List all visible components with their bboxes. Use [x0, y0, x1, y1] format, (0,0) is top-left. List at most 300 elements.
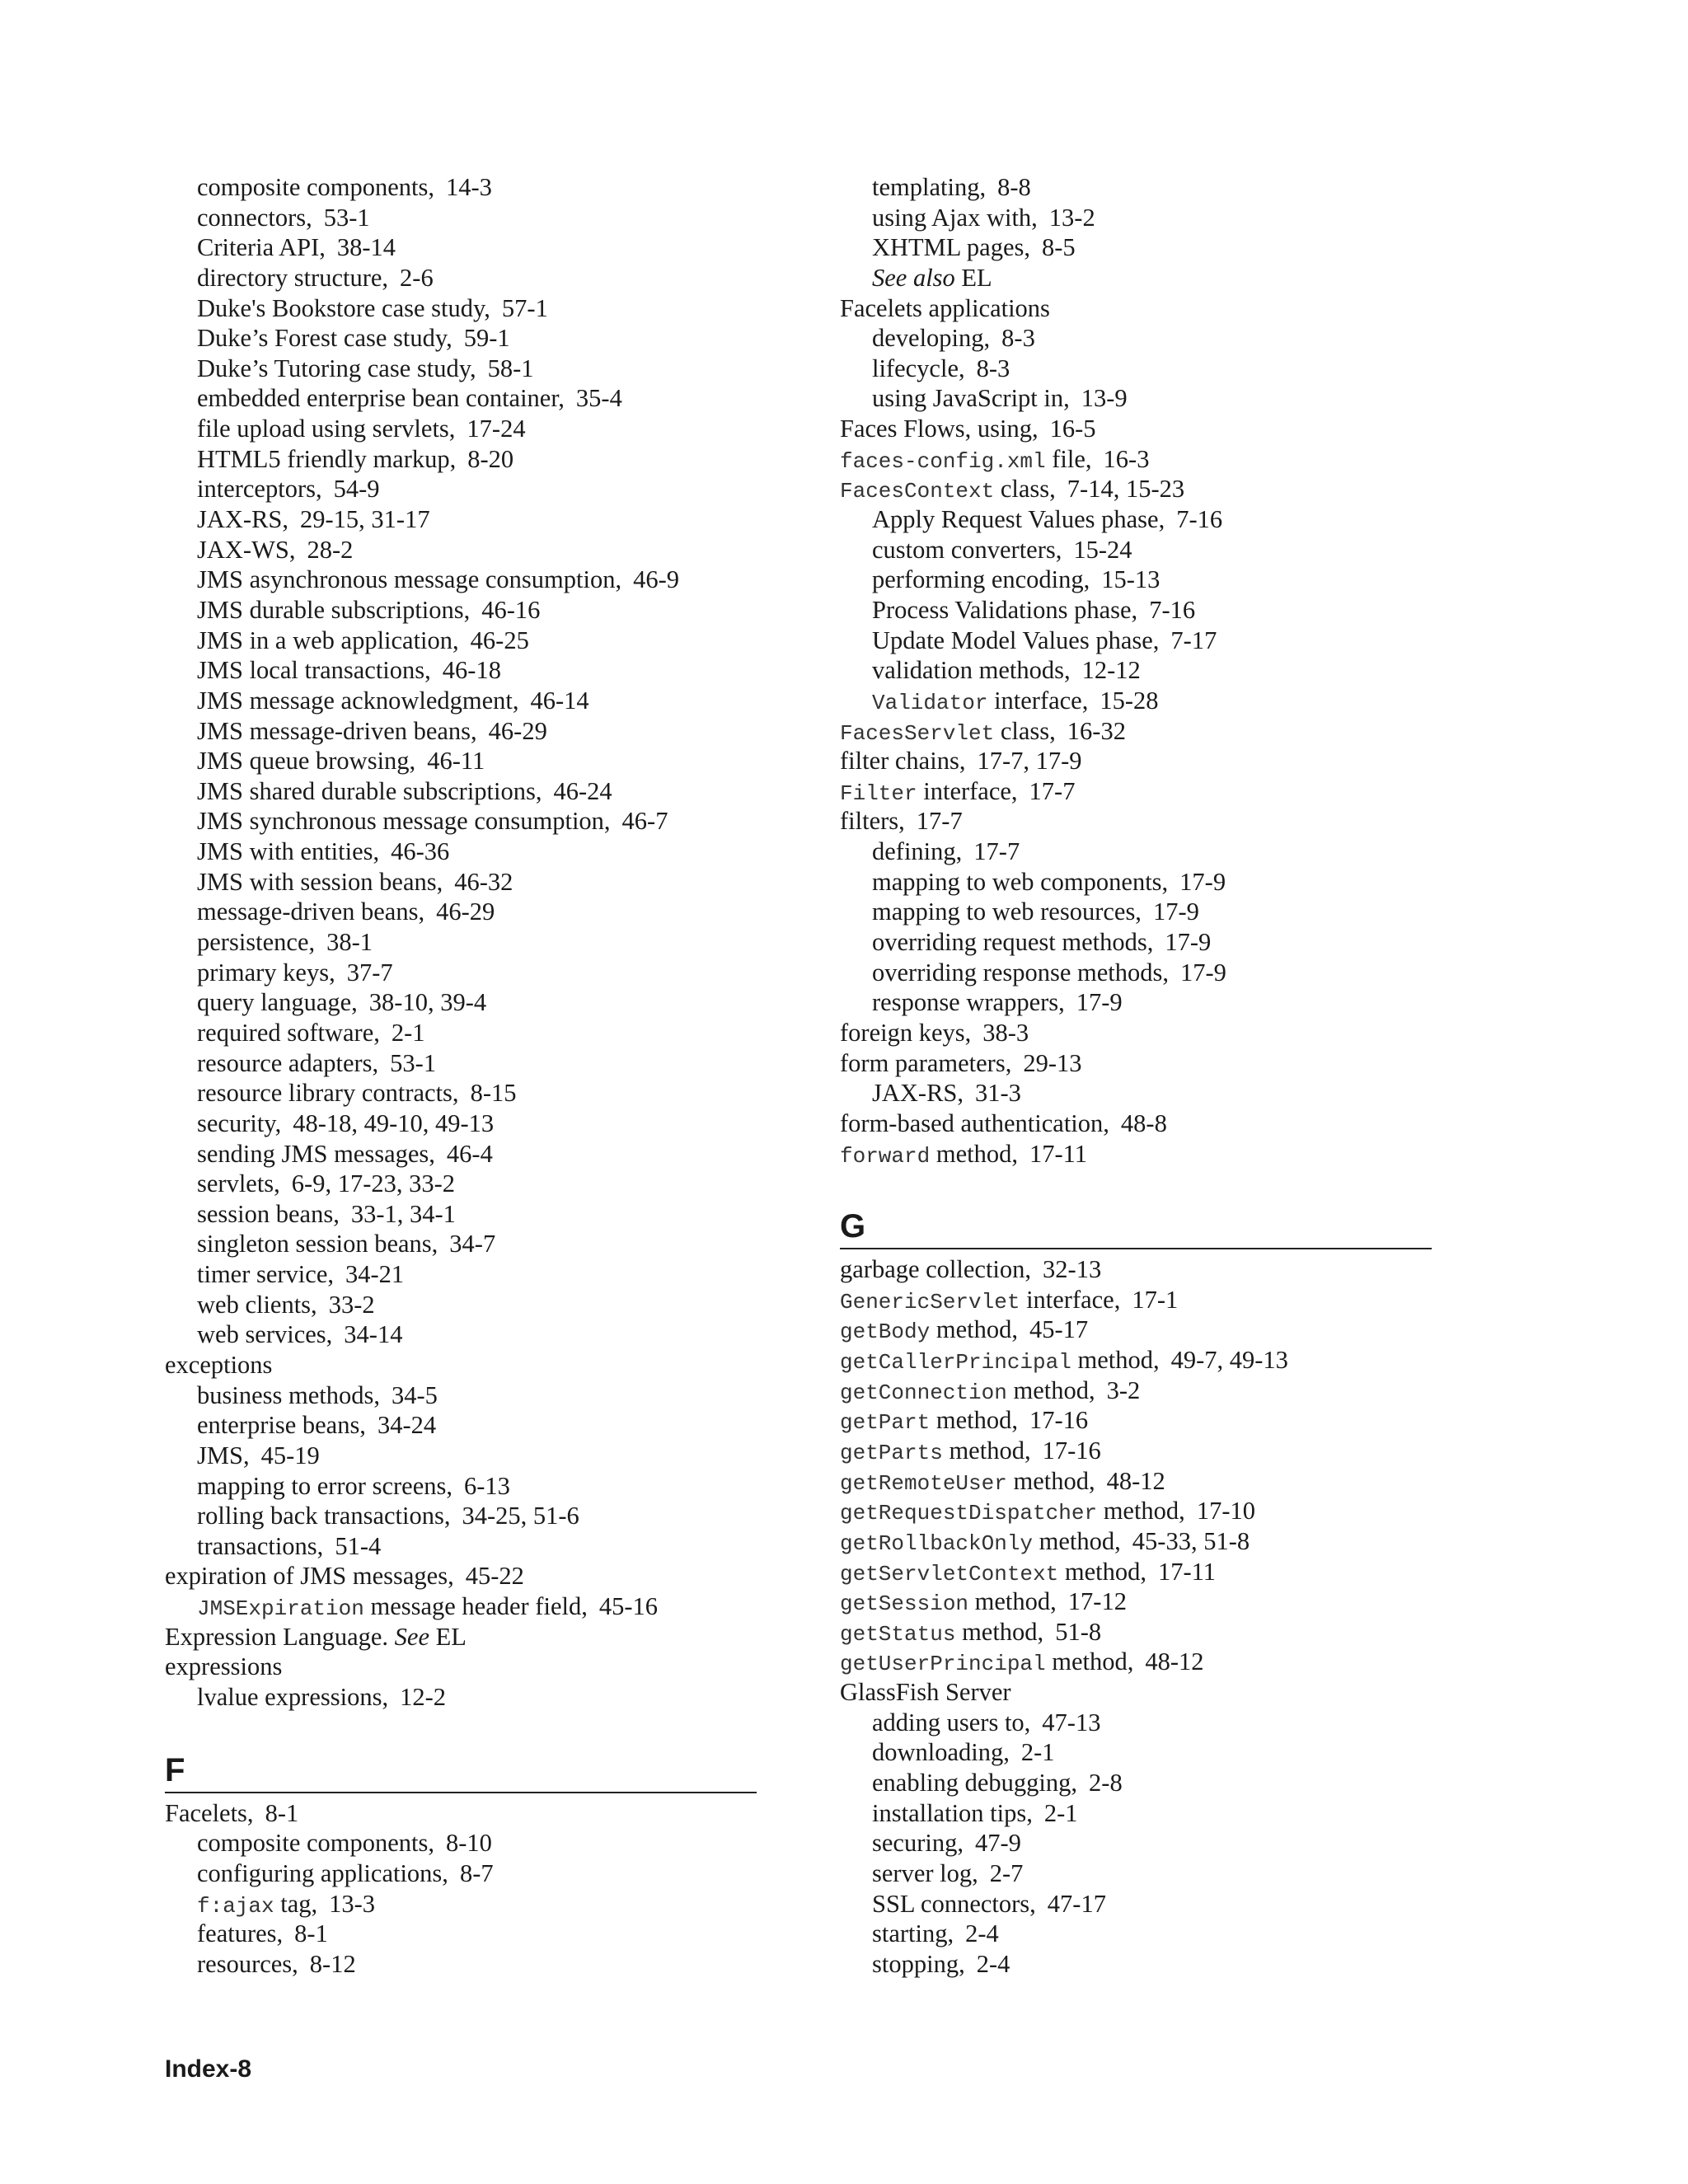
index-subentry	[165, 1259, 757, 1290]
page-reference: 45-33, 51-8	[1132, 1526, 1250, 1555]
index-subentry	[840, 1858, 1432, 1889]
code-term: GenericServlet	[840, 1289, 1020, 1315]
section-letter-heading: G	[840, 1200, 1432, 1249]
page-reference: 17-11	[1158, 1557, 1217, 1586]
entry-term: JAX-RS,	[872, 1079, 964, 1108]
page-reference: 34-24	[377, 1411, 437, 1440]
entry-term: interface,	[1020, 1285, 1121, 1314]
code-term: getRemoteUser	[840, 1470, 1007, 1496]
page-reference: 17-24	[467, 415, 526, 443]
code-term: getRequestDispatcher	[840, 1501, 1098, 1526]
entry-term: method,	[1097, 1497, 1185, 1526]
index-subentry	[165, 383, 757, 414]
entry-term: Duke’s Tutoring case study,	[197, 354, 476, 382]
index-subentry	[165, 1828, 757, 1858]
index-subentry	[840, 1889, 1432, 1919]
entry-term: connectors,	[197, 203, 312, 232]
page-reference: 45-17	[1029, 1315, 1089, 1344]
index-subentry	[840, 203, 1432, 233]
entry-term: using Ajax with,	[872, 203, 1038, 232]
page-reference: 45-19	[260, 1441, 320, 1469]
entry-term: rolling back transactions,	[197, 1502, 451, 1530]
entry-term: downloading,	[872, 1738, 1010, 1767]
page-reference: 46-9	[633, 565, 679, 594]
index-subentry	[165, 504, 757, 535]
entry-term: JMS local transactions,	[197, 656, 431, 685]
page-reference: 46-29	[436, 898, 495, 926]
index-entry	[840, 1108, 1432, 1139]
page-reference: 14-3	[446, 173, 492, 201]
index-entry	[840, 444, 1432, 475]
entry-term: web clients,	[197, 1290, 317, 1319]
entry-term: enabling debugging,	[872, 1769, 1078, 1797]
index-subentry	[840, 897, 1432, 927]
page-reference: 8-15	[470, 1079, 517, 1108]
index-subentry	[165, 293, 757, 324]
page-reference: 38-1	[326, 928, 373, 957]
index-subentry	[165, 263, 757, 293]
index-entry	[840, 1018, 1432, 1048]
index-entry	[840, 1436, 1432, 1466]
index-subentry	[165, 626, 757, 656]
page-reference: 8-20	[467, 444, 514, 473]
page-reference: 15-28	[1100, 686, 1159, 715]
page-reference: 45-22	[465, 1562, 524, 1591]
index-subentry	[840, 535, 1432, 565]
entry-term: custom converters,	[872, 535, 1062, 564]
index-subentry	[165, 776, 757, 807]
entry-term: filter chains,	[840, 747, 966, 776]
page-reference: 53-1	[323, 203, 370, 232]
code-term: JMSExpiration	[197, 1596, 364, 1622]
page-reference: 38-3	[982, 1018, 1029, 1047]
index-subentry	[165, 1139, 757, 1169]
entry-term: Faces Flows, using,	[840, 415, 1039, 443]
index-entry	[840, 1677, 1432, 1708]
entry-term: starting,	[872, 1919, 954, 1948]
page-reference: 12-12	[1081, 656, 1141, 685]
page-reference: 46-18	[442, 656, 501, 685]
index-subentry	[165, 1380, 757, 1411]
entry-term: tag,	[274, 1889, 318, 1918]
page-reference: 48-18, 49-10, 49-13	[293, 1108, 495, 1137]
page-reference: 46-32	[454, 867, 513, 896]
index-subentry	[840, 655, 1432, 686]
entry-term: performing encoding,	[872, 565, 1090, 594]
page-reference: 6-9, 17-23, 33-2	[291, 1169, 456, 1198]
index-entry	[840, 1405, 1432, 1436]
entry-term: sending JMS messages,	[197, 1139, 435, 1168]
page-reference: 16-3	[1103, 444, 1150, 473]
page-reference: 34-25, 51-6	[462, 1502, 579, 1530]
page-reference: 33-1, 34-1	[350, 1199, 456, 1228]
page-reference: 17-16	[1042, 1436, 1101, 1465]
index-entry	[840, 1254, 1432, 1285]
section-letter-heading: F	[165, 1744, 757, 1793]
page-footer: Index-8	[165, 2055, 252, 2083]
index-subentry	[165, 987, 757, 1018]
entry-term: web services,	[197, 1320, 333, 1349]
index-subentry	[165, 1889, 757, 1919]
entry-term: required software,	[197, 1018, 380, 1047]
index-entry	[840, 716, 1432, 747]
page-reference: 46-16	[481, 595, 541, 624]
page-reference: 46-25	[470, 626, 529, 654]
entry-term: resource adapters,	[197, 1048, 379, 1077]
page-reference: 34-21	[345, 1260, 405, 1289]
entry-term: JMS in a web application,	[197, 626, 459, 654]
page-reference: 8-12	[309, 1949, 356, 1978]
entry-term: JMS shared durable subscriptions,	[197, 776, 542, 805]
page-reference: 38-10, 39-4	[368, 988, 487, 1017]
page-reference: 17-12	[1067, 1587, 1127, 1616]
page-reference: 3-2	[1106, 1376, 1141, 1404]
index-subentry	[165, 1410, 757, 1441]
page-reference: 7-16	[1149, 595, 1196, 624]
page-reference: 2-1	[1020, 1738, 1055, 1767]
index-subentry	[165, 806, 757, 837]
index-subentry	[165, 1169, 757, 1199]
entry-term: method,	[930, 1139, 1018, 1168]
entry-term: HTML5 friendly markup,	[197, 444, 457, 473]
entry-term: JAX-RS,	[197, 505, 289, 534]
entry-term: filters,	[840, 807, 905, 836]
code-term: faces-config.xml	[840, 448, 1046, 474]
index-subentry	[840, 1737, 1432, 1768]
entry-term: features,	[197, 1919, 284, 1948]
index-entry	[165, 1561, 757, 1591]
index-entry	[840, 806, 1432, 837]
page-reference: 47-17	[1047, 1889, 1106, 1918]
page-reference: 13-2	[1048, 203, 1095, 232]
code-term: getRollbackOnly	[840, 1530, 1034, 1556]
entry-term: developing,	[872, 324, 991, 353]
cross-reference: See also	[872, 263, 955, 292]
entry-term: JMS with entities,	[197, 837, 380, 866]
index-subentry	[165, 414, 757, 444]
entry-term: method,	[1006, 1376, 1095, 1404]
index-entry	[840, 776, 1432, 807]
page-reference: 46-11	[427, 747, 485, 776]
index-subentry	[165, 232, 757, 263]
index-entry	[840, 1345, 1432, 1376]
index-entry	[165, 1350, 757, 1380]
page-reference: 57-1	[501, 293, 548, 322]
entry-term: expressions	[165, 1652, 283, 1681]
entry-term: query language,	[197, 988, 358, 1017]
page-reference: 53-1	[390, 1048, 437, 1077]
page-reference: 37-7	[346, 958, 393, 987]
page-reference: 7-14, 15-23	[1067, 475, 1185, 504]
entry-term: foreign keys,	[840, 1018, 972, 1047]
index-subentry	[165, 1471, 757, 1502]
entry-term: method,	[1058, 1557, 1146, 1586]
entry-term: class,	[994, 475, 1056, 504]
page-reference: 13-3	[329, 1889, 376, 1918]
entry-term: mapping to error screens,	[197, 1471, 452, 1500]
code-term: getParts	[840, 1440, 943, 1465]
page-reference: 8-1	[265, 1798, 299, 1827]
page-reference: 16-5	[1049, 415, 1096, 443]
index-subentry	[840, 595, 1432, 626]
code-term: getSession	[840, 1591, 969, 1617]
page-reference: 8-3	[1001, 324, 1035, 353]
index-subentry	[840, 987, 1432, 1018]
index-entry	[840, 1647, 1432, 1677]
page-reference: 17-9	[1152, 898, 1199, 926]
page-reference: 54-9	[333, 475, 380, 504]
page-reference: 58-1	[487, 354, 534, 382]
entry-term: templating,	[872, 173, 987, 201]
index-subentry	[840, 867, 1432, 898]
page-reference: 31-3	[975, 1079, 1021, 1108]
index-subentry	[165, 172, 757, 203]
page-reference: 6-13	[463, 1471, 510, 1500]
page-reference: 8-8	[997, 173, 1031, 201]
index-subentry	[165, 958, 757, 988]
code-term: FacesServlet	[840, 720, 995, 746]
page-reference: 2-4	[965, 1919, 999, 1948]
entry-term: file,	[1045, 444, 1092, 473]
index-entry	[840, 1586, 1432, 1617]
index-subentry	[840, 1828, 1432, 1858]
index-entry	[165, 1622, 757, 1652]
entry-term: EL	[954, 263, 992, 292]
entry-term: garbage collection,	[840, 1255, 1032, 1284]
page-reference: 48-12	[1106, 1466, 1165, 1495]
entry-term: class,	[994, 716, 1056, 745]
entry-term: message header field,	[363, 1592, 588, 1621]
code-term: getStatus	[840, 1621, 956, 1647]
entry-term: defining,	[872, 837, 963, 866]
entry-term: overriding response methods,	[872, 958, 1169, 987]
index-subentry	[165, 535, 757, 565]
entry-term: JMS message-driven beans,	[197, 716, 477, 745]
entry-term: form parameters,	[840, 1048, 1012, 1077]
index-subentry	[165, 746, 757, 776]
entry-term: EL	[429, 1622, 467, 1651]
index-subentry	[165, 323, 757, 354]
page-reference: 51-8	[1055, 1617, 1102, 1646]
index-subentry	[840, 323, 1432, 354]
index-column-left	[165, 172, 757, 1980]
entry-term: exceptions	[165, 1350, 273, 1379]
index-subentry	[165, 1319, 757, 1350]
entry-term: JMS asynchronous message consumption,	[197, 565, 622, 594]
page-reference: 2-4	[976, 1949, 1010, 1978]
entry-term: transactions,	[197, 1531, 324, 1560]
entry-term: method,	[1033, 1526, 1121, 1555]
entry-term: Facelets applications	[840, 293, 1050, 322]
index-entry	[840, 1557, 1432, 1587]
entry-term: method,	[955, 1617, 1044, 1646]
index-subentry	[165, 716, 757, 747]
page-reference: 38-14	[336, 233, 396, 262]
page-reference: 17-9	[1179, 867, 1226, 896]
page-reference: 48-8	[1120, 1108, 1167, 1137]
index-subentry	[840, 263, 1432, 293]
entry-term: securing,	[872, 1829, 964, 1858]
index-subentry	[165, 1441, 757, 1471]
index-subentry	[165, 1858, 757, 1889]
page-reference: 45-16	[598, 1592, 659, 1621]
page-reference: 46-14	[530, 686, 589, 715]
entry-term: configuring applications,	[197, 1858, 448, 1887]
entry-term: method,	[930, 1406, 1018, 1435]
index-subentry	[165, 1919, 757, 1949]
index-subentry	[165, 1018, 757, 1048]
index-entry	[840, 414, 1432, 444]
entry-term: method,	[942, 1436, 1031, 1465]
entry-term: security,	[197, 1108, 282, 1137]
index-subentry	[165, 837, 757, 867]
page-reference: 17-10	[1196, 1497, 1255, 1526]
entry-term: XHTML pages,	[872, 233, 1030, 262]
page-reference: 49-7, 49-13	[1170, 1346, 1288, 1375]
entry-term: using JavaScript in,	[872, 384, 1070, 413]
index-subentry	[840, 383, 1432, 414]
entry-term: method,	[1006, 1466, 1095, 1495]
entry-term: GlassFish Server	[840, 1678, 1011, 1707]
entry-term: Update Model Values phase,	[872, 626, 1160, 654]
entry-term: response wrappers,	[872, 988, 1065, 1017]
page-reference: 17-7	[973, 837, 1020, 866]
index-entry	[840, 1285, 1432, 1315]
page-reference: 51-4	[335, 1531, 382, 1560]
entry-term: directory structure,	[197, 263, 389, 292]
entry-term: message-driven beans,	[197, 898, 425, 926]
page-reference: 15-13	[1101, 565, 1160, 594]
entry-term: timer service,	[197, 1260, 334, 1289]
index-subentry	[165, 897, 757, 927]
entry-term: file upload using servlets,	[197, 415, 456, 443]
index-entry	[840, 474, 1432, 504]
entry-term: enterprise beans,	[197, 1411, 366, 1440]
page-reference: 17-7, 17-9	[977, 747, 1082, 776]
page-reference: 8-3	[976, 354, 1010, 382]
entry-term: method,	[1045, 1647, 1134, 1676]
index-subentry	[840, 1078, 1432, 1108]
index-subentry	[840, 626, 1432, 656]
index-subentry	[165, 867, 757, 898]
entry-term: servlets,	[197, 1169, 280, 1198]
entry-term: JMS synchronous message consumption,	[197, 807, 611, 836]
code-term: getCallerPrincipal	[840, 1350, 1071, 1376]
entry-term: JMS,	[197, 1441, 250, 1469]
page-reference: 48-12	[1145, 1647, 1204, 1676]
page-reference: 2-1	[391, 1018, 425, 1047]
code-term: getBody	[840, 1319, 931, 1345]
index-subentry	[165, 595, 757, 626]
page-reference: 47-9	[974, 1829, 1021, 1858]
entry-term: JMS durable subscriptions,	[197, 595, 471, 624]
index-subentry	[165, 1591, 757, 1622]
entry-term: JMS with session beans,	[197, 867, 443, 896]
entry-term: interceptors,	[197, 475, 322, 504]
code-term: Validator	[872, 690, 988, 715]
index-subentry	[165, 444, 757, 475]
index-subentry	[165, 1108, 757, 1139]
index-entry	[840, 1617, 1432, 1647]
index-subentry	[165, 1290, 757, 1320]
index-subentry	[840, 958, 1432, 988]
entry-term: stopping,	[872, 1949, 965, 1978]
entry-term: persistence,	[197, 928, 316, 957]
entry-term: validation methods,	[872, 656, 1071, 685]
index-subentry	[840, 837, 1432, 867]
entry-term: Criteria API,	[197, 233, 326, 262]
code-term: getPart	[840, 1410, 931, 1436]
page-reference: 2-7	[989, 1858, 1024, 1887]
index-entry	[165, 1798, 757, 1829]
index-subentry	[840, 686, 1432, 716]
entry-term: form-based authentication,	[840, 1108, 1109, 1137]
index-entry	[840, 293, 1432, 324]
page-reference: 28-2	[307, 535, 354, 564]
code-term: getServletContext	[840, 1561, 1059, 1586]
index-subentry	[840, 1919, 1432, 1949]
page-reference: 46-24	[553, 776, 612, 805]
entry-term: embedded enterprise bean container,	[197, 384, 565, 413]
page-reference: 17-11	[1029, 1139, 1087, 1168]
entry-term: SSL connectors,	[872, 1889, 1036, 1918]
page-reference: 17-7	[916, 807, 963, 836]
page-reference: 7-16	[1176, 505, 1223, 534]
index-subentry	[840, 232, 1432, 263]
entry-term: business methods,	[197, 1380, 380, 1409]
index-subentry	[165, 474, 757, 504]
index-subentry	[165, 927, 757, 958]
code-term: FacesContext	[840, 479, 995, 504]
index-subentry	[165, 354, 757, 384]
page-reference: 33-2	[328, 1290, 375, 1319]
index-subentry	[165, 1229, 757, 1259]
page-reference: 34-5	[391, 1380, 438, 1409]
entry-term: Duke’s Forest case study,	[197, 324, 452, 353]
page-reference: 17-7	[1029, 776, 1076, 805]
entry-term: method,	[930, 1315, 1018, 1344]
page-reference: 8-5	[1042, 233, 1076, 262]
index-subentry	[165, 1531, 757, 1562]
page-reference: 2-1	[1043, 1798, 1078, 1827]
index-entry	[840, 1526, 1432, 1557]
page-reference: 46-36	[391, 837, 450, 866]
entry-term: Facelets,	[165, 1798, 254, 1827]
page-reference: 59-1	[463, 324, 510, 353]
cross-reference: See	[394, 1622, 429, 1651]
page-reference: 2-6	[400, 263, 434, 292]
index-subentry	[165, 686, 757, 716]
entry-term: method,	[968, 1587, 1057, 1616]
index-subentry	[165, 203, 757, 233]
page-reference: 29-15, 31-17	[300, 505, 430, 534]
code-term: getConnection	[840, 1380, 1007, 1405]
index-subentry	[165, 1682, 757, 1713]
page-reference: 13-9	[1081, 384, 1128, 413]
page-reference: 34-7	[449, 1230, 496, 1258]
entry-term: method,	[1071, 1346, 1160, 1375]
entry-term: Apply Request Values phase,	[872, 505, 1165, 534]
entry-term: mapping to web components,	[872, 867, 1169, 896]
code-term: getUserPrincipal	[840, 1652, 1046, 1677]
entry-term: server log,	[872, 1858, 978, 1887]
page-reference: 46-29	[488, 716, 547, 745]
entry-term: session beans,	[197, 1199, 340, 1228]
page-reference: 35-4	[575, 384, 622, 413]
code-term: f:ajax	[197, 1893, 274, 1919]
entry-term: JMS message acknowledgment,	[197, 686, 519, 715]
index-subentry	[840, 1798, 1432, 1829]
